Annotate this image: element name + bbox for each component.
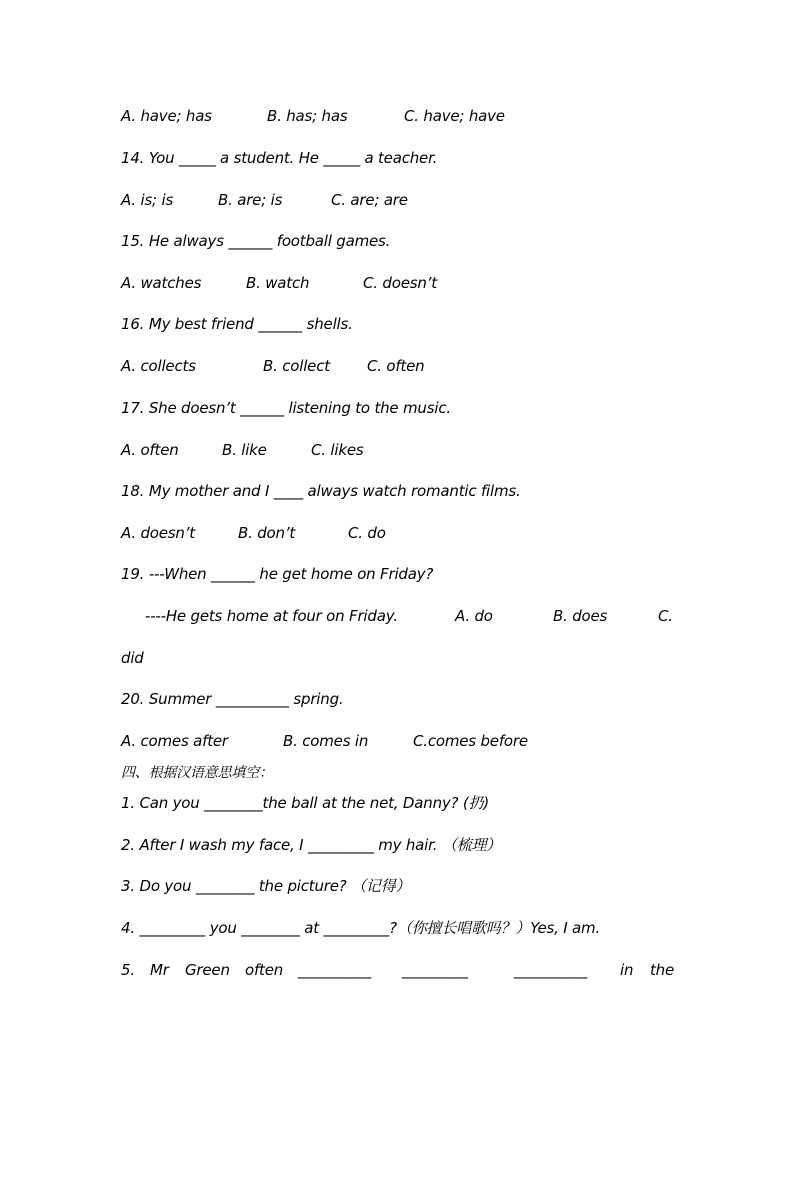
option-a: A. have; has [121, 107, 212, 125]
option-b: B. comes in [283, 732, 369, 750]
answer-line: ----He gets home at four on Friday. [145, 607, 398, 625]
option-c: C.comes before [413, 732, 528, 750]
question-14: 14. You _____ a student. He _____ a teacher. [121, 149, 438, 167]
question-16: 16. My best friend ______ shells. [121, 315, 353, 333]
fill-item-2: 2. After I wash my face, I _________ my hair. （梳理） [121, 836, 502, 854]
blank: __________ [298, 961, 372, 979]
option-a: A. comes after [121, 732, 228, 750]
word: often [245, 961, 284, 979]
option-c: C. doesn’t [363, 274, 437, 292]
option-c: C. often [367, 357, 425, 375]
q19-option-c-continued: did [121, 649, 144, 667]
option-b: B. are; is [218, 191, 283, 209]
option-b: B. watch [246, 274, 310, 292]
option-c: C. [658, 607, 673, 625]
word: in [620, 961, 634, 979]
option-a: A. do [455, 607, 493, 625]
question-20: 20. Summer __________ spring. [121, 690, 344, 708]
option-c: C. are; are [331, 191, 408, 209]
option-c: C. likes [311, 441, 364, 459]
section-heading: 四、根据汉语意思填空： [121, 765, 273, 781]
option-a: A. doesn’t [121, 524, 195, 542]
option-c: C. have; have [404, 107, 505, 125]
fill-item-5 [121, 960, 675, 1180]
word: Green [185, 961, 230, 979]
option-b: B. like [222, 441, 267, 459]
word: the [650, 961, 675, 979]
question-15: 15. He always ______ football games. [121, 232, 391, 250]
option-a: A. is; is [121, 191, 174, 209]
option-b: B. does [553, 607, 608, 625]
blank: __________ [514, 961, 588, 979]
option-b: B. has; has [267, 107, 348, 125]
question-17: 17. She doesn’t ______ listening to the music. [121, 399, 451, 417]
option-b: B. collect [263, 357, 330, 375]
question-19: 19. ---When ______ he get home on Friday? [121, 565, 434, 583]
option-a: A. watches [121, 274, 202, 292]
fill-item-1: 1. Can you ________the ball at the net, Danny? (扔) [121, 794, 489, 812]
fill-item-4: 4. _________ you ________ at _________?（你擅长唱歌吗？）Yes, I am. [121, 919, 601, 937]
blank: _________ [402, 961, 468, 979]
question-18: 18. My mother and I ____ always watch romantic films. [121, 482, 521, 500]
fill-item-3: 3. Do you ________ the picture? （记得） [121, 877, 411, 895]
option-a: A. collects [121, 357, 196, 375]
word: Mr [150, 961, 169, 979]
option-a: A. often [121, 441, 179, 459]
option-c: C. do [348, 524, 386, 542]
item-number: 5. [121, 961, 135, 979]
option-b: B. don’t [238, 524, 296, 542]
